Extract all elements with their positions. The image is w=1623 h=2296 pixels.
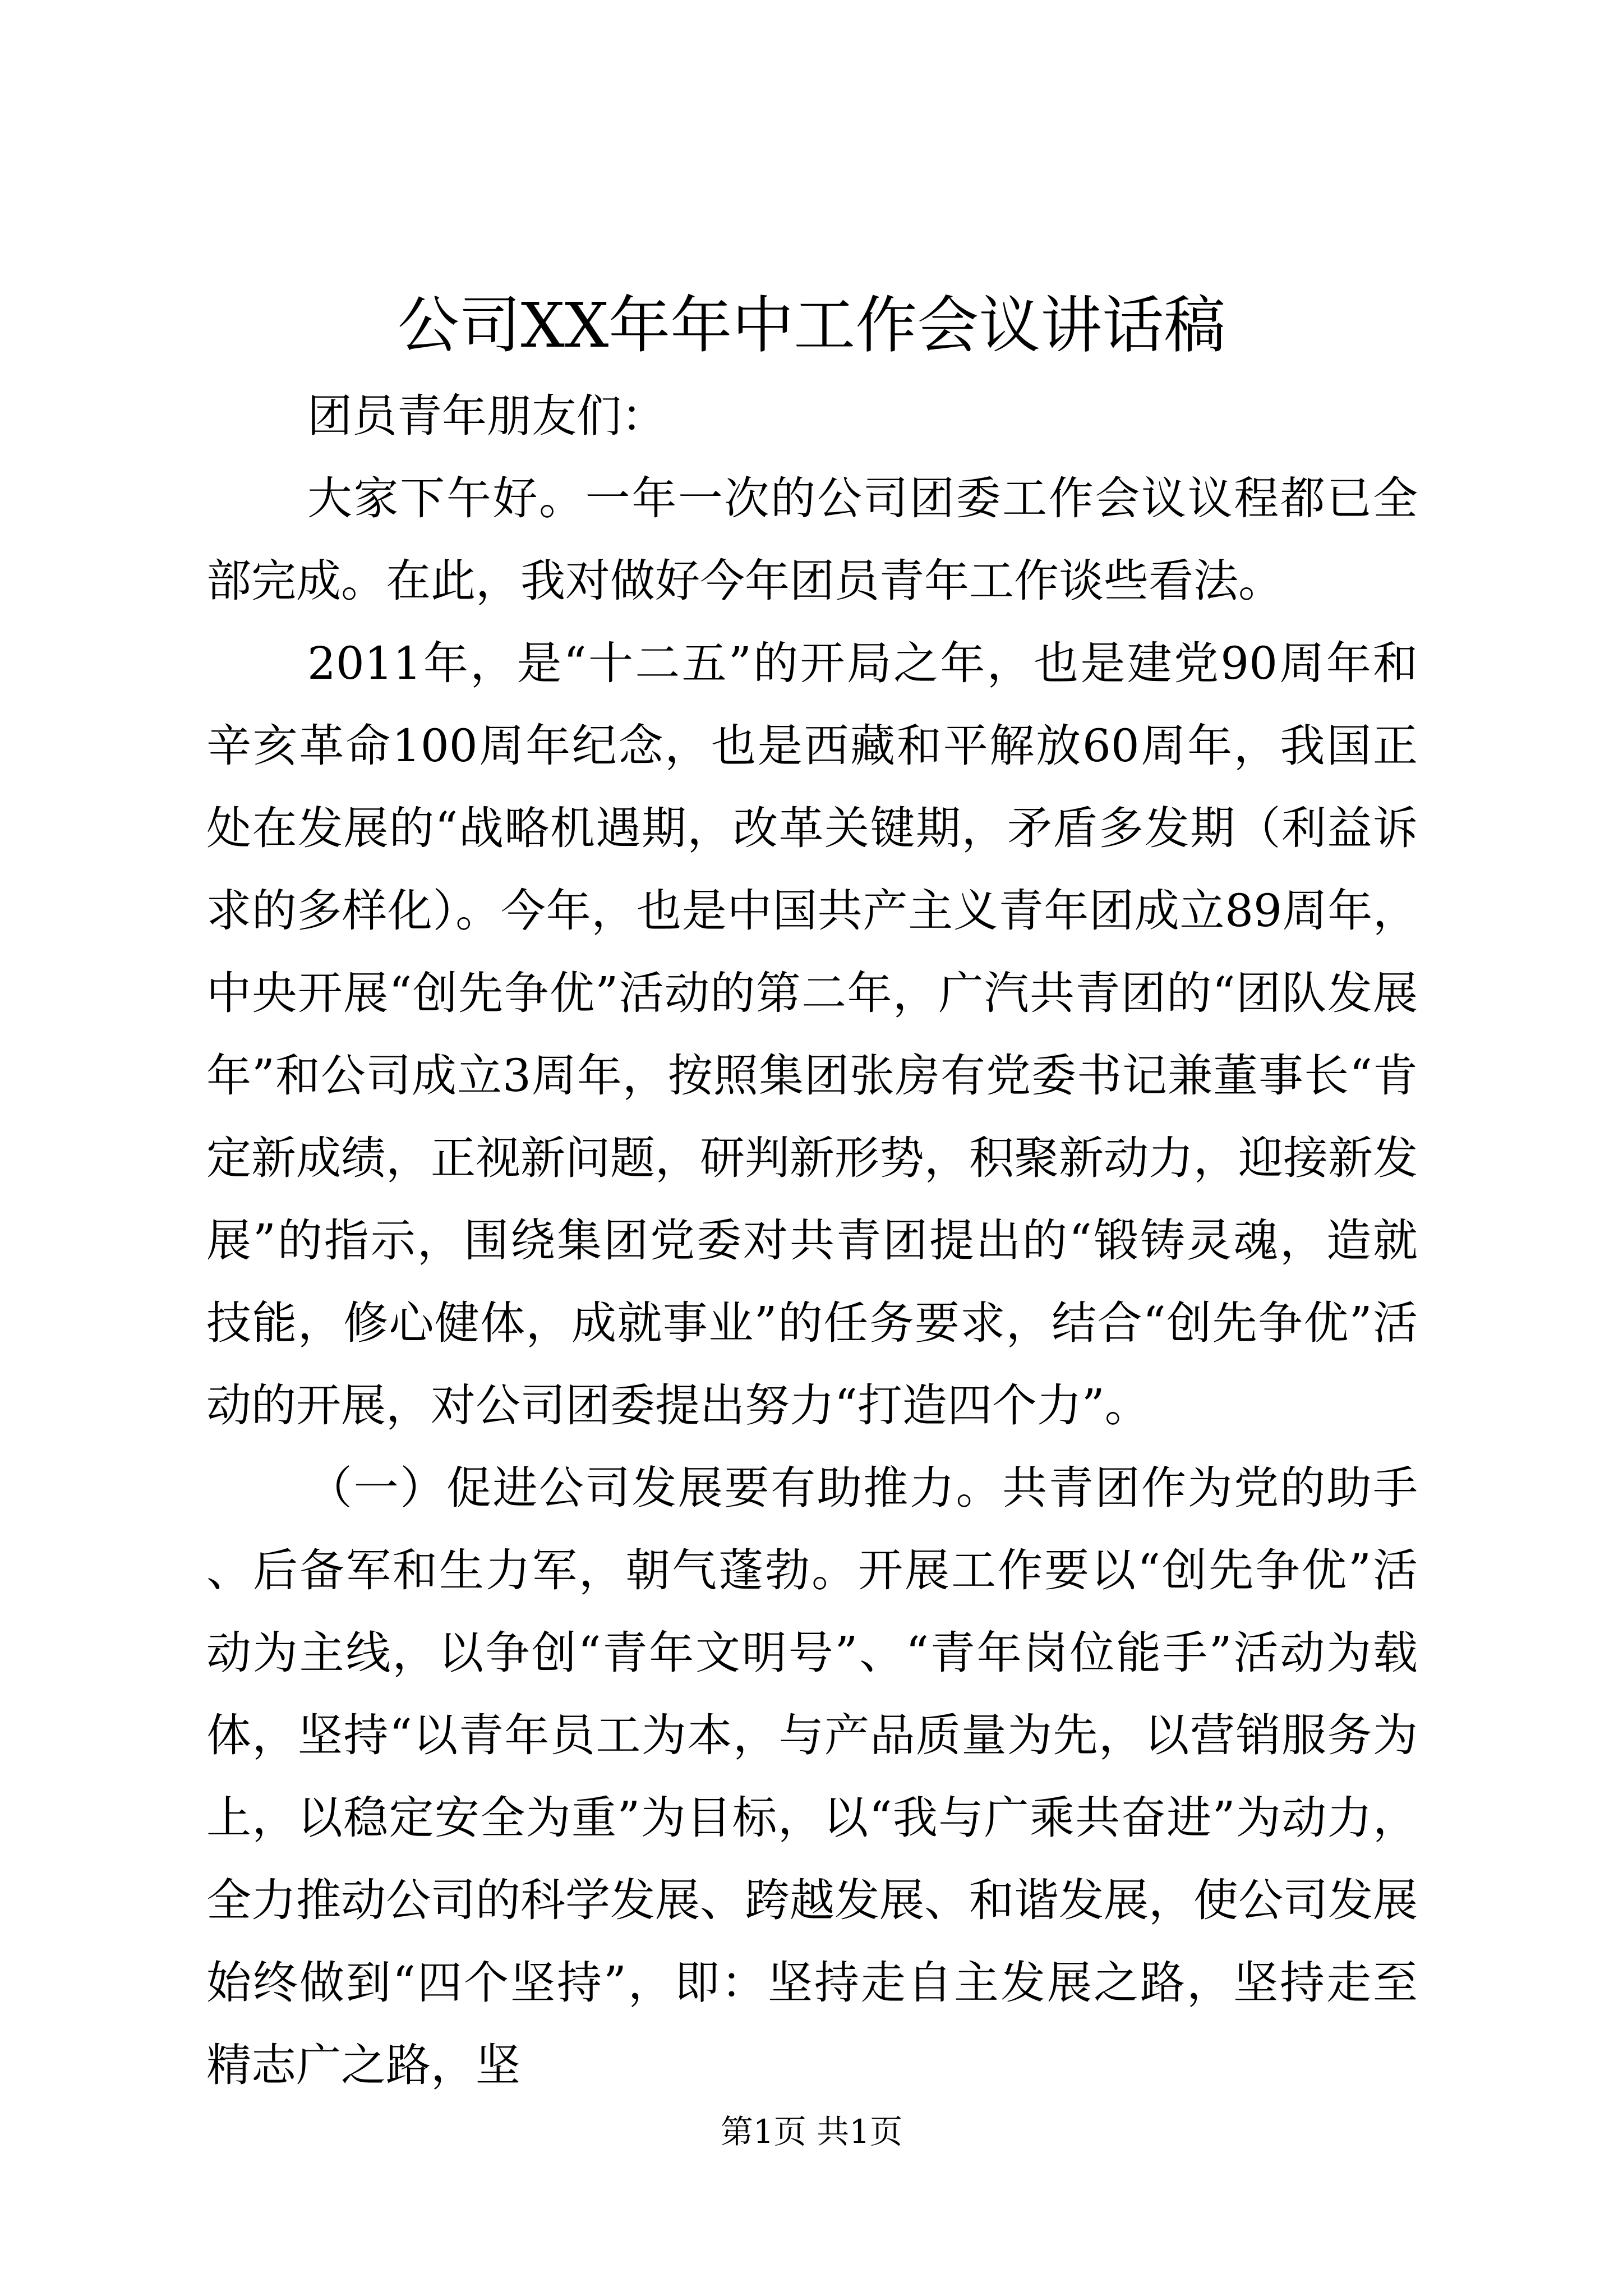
salutation: 团员青年朋友们： bbox=[307, 390, 666, 442]
document-body bbox=[206, 375, 1418, 2106]
page-footer: 第1页 共1页 bbox=[720, 2113, 903, 2151]
document-title: 公司XX年年中工作会议讲话稿 bbox=[397, 289, 1226, 361]
paragraph-section-one: （一）促进公司发展要有助推力。共青团作为党的助手、后备军和生力军，朝气蓬勃。开展工作要以“创先争优”活动为主线，以争创“青年文明号”、“青年岗位能手”活动为载体，坚持“以青年员工为本，与产品质量为先，以营销服务为上，以稳定安全为重”为目标，以“我与广乘共奋进”为动力，全力推动公司的科学发展、跨越发展、和谐发展，使公司发展始终做到“四个坚持”，即：坚持走自主发展之路，坚持走至精志广之路，坚 bbox=[206, 1462, 1418, 2091]
paragraph-greeting: 大家下午好。一年一次的公司团委工作会议议程都已全部完成。在此，我对做好今年团员青年工作谈些看法。 bbox=[206, 472, 1418, 607]
paragraph-background: 2011年，是“十二五”的开局之年，也是建党90周年和辛亥革命100周年纪念，也是西藏和平解放60周年，我国正处在发展的“战略机遇期，改革关键期，矛盾多发期（利益诉求的多样化）。今年，也是中国共产主义青年团成立89周年，中央开展“创先争优”活动的第二年，广汽共青团的“团队发展年”和公司成立3周年，按照集团张房有党委书记兼董事长“肯定新成绩，正视新问题，研判新形势，积聚新动力，迎接新发展”的指示，围绕集团党委对共青团提出的“锻铸灵魂，造就技能，修心健体，成就事业”的任务要求，结合“创先争优”活动的开展，对公司团委提出努力“打造四个力”。 bbox=[206, 637, 1418, 1432]
